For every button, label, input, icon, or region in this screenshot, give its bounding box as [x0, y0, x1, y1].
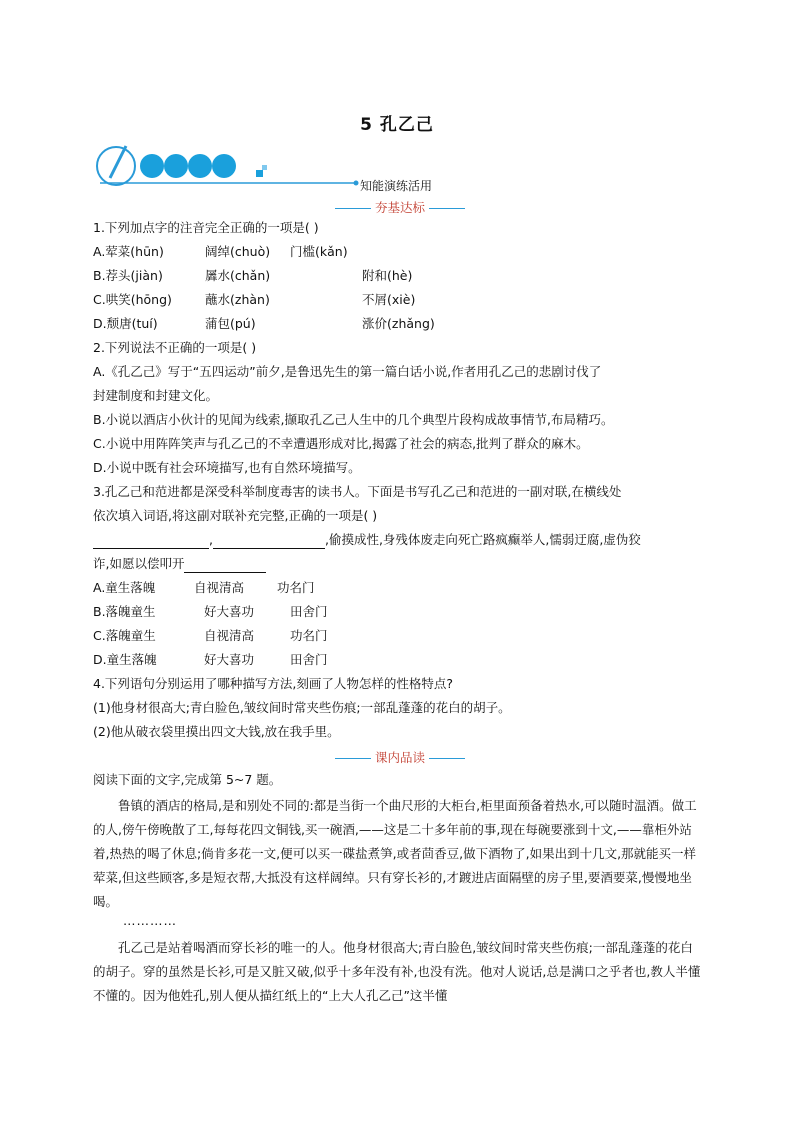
q1-option-a-3: 门槛(kǎn)	[290, 244, 348, 259]
question-3-stem: 3.孔乙己和范进都是深受科举制度毒害的读书人。下面是书写孔乙己和范进的一副对联,在横线处	[93, 484, 622, 499]
answer-blank[interactable]	[213, 534, 325, 549]
question-4-stem: 4.下列语句分别运用了哪种描写方法,刻画了人物怎样的性格特点?	[93, 676, 454, 691]
question-1-stem: 1.下列加点字的注音完全正确的一项是( )	[93, 220, 319, 235]
q3-option-a-2: 自视清高	[194, 580, 245, 595]
q3-option-a: A.童生落魄	[93, 580, 156, 595]
q3-option-d: D.童生落魄	[93, 652, 157, 667]
q2-option-d: D.小说中既有社会环境描写,也有自然环境描写。	[93, 460, 361, 475]
q1-option-a-2: 阔绰(chuò)	[205, 244, 271, 259]
q2-option-a: A.《孔乙己》写于“五四运动”前夕,是鲁迅先生的第一篇白话小说,作者用孔乙己的悲剧讨伐了	[93, 364, 602, 379]
q3-couplet-line-2	[93, 555, 266, 573]
q3-option-c-3: 功名门	[290, 628, 328, 643]
reading-paragraph-2: 孔乙己是站着喝酒而穿长衫的唯一的人。他身材很高大;青白脸色,皱纹间时常夹些伤痕;一部乱蓬蓬的花白的胡子。穿的虽然是长衫,可是又脏又破,似乎十多年没有补,也没有洗。他对人说话,总是满口之乎者也,教人半懂不懂的。因为他姓孔,别人便从描红纸上的“上大人孔乙己”这半懂	[93, 940, 701, 1003]
banner-dot	[212, 154, 236, 178]
q3-option-b: B.落魄童生	[93, 604, 156, 619]
ellipsis: …………	[123, 913, 177, 928]
answer-blank[interactable]	[93, 534, 209, 549]
q3-option-d-2: 好大喜功	[204, 652, 255, 667]
banner-square	[256, 170, 263, 177]
reading-paragraph-1: 鲁镇的酒店的格局,是和别处不同的:都是当街一个曲尺形的大柜台,柜里面预备着热水,可以随时温酒。做工的人,傍午傍晚散了工,每每花四文铜钱,买一碗酒,——这是二十多年前的事,现在每碗要涨到十文,——靠柜外站着,热热的喝了休息;倘肯多花一文,便可以买一碟盐煮笋,或者茴香豆,做下酒物了,如果出到十几文,那就能买一样荤菜,但这些顾客,多是短衣帮,大抵没有这样阔绰。只有穿长衫的,才踱进店面隔壁的房子里,要酒要菜,慢慢地坐喝。	[93, 798, 697, 909]
q3-option-b-2: 好大喜功	[204, 604, 255, 619]
banner-dot	[188, 154, 212, 178]
q1-option-b-2: 羼水(chǎn)	[205, 268, 271, 283]
couplet-text: 诈,如愿以偿叩开	[93, 556, 185, 571]
q1-option-a: A.荤菜(hūn)	[93, 244, 164, 259]
q1-option-c: C.哄笑(hōng)	[93, 292, 172, 307]
q2-option-b: B.小说以酒店小伙计的见闻为线索,撷取孔乙己人生中的几个典型片段构成故事情节,布局精巧。	[93, 412, 614, 427]
q3-option-c: C.落魄童生	[93, 628, 156, 643]
couplet-text: ,偷摸成性,身残体废走向死亡路疯癫举人,懦弱迂腐,虚伪狡	[324, 532, 641, 547]
q1-option-d-2: 蒲包(pú)	[205, 316, 256, 331]
q3-option-a-3: 功名门	[277, 580, 315, 595]
question-2-stem: 2.下列说法不正确的一项是( )	[93, 340, 257, 355]
banner-dot	[164, 154, 188, 178]
section-header-reading	[300, 748, 500, 766]
q3-option-d-3: 田舍门	[290, 652, 328, 667]
q1-option-b-3: 附和(hè)	[362, 268, 413, 283]
q4-sentence-2: (2)他从破衣袋里摸出四文大钱,放在我手里。	[93, 724, 340, 739]
q1-option-b: B.荐头(jiàn)	[93, 268, 163, 283]
q2-option-a-cont: 封建制度和封建文化。	[93, 388, 219, 403]
q3-couplet-line-1: , ,偷摸成性,身残体废走向死亡路疯癫举人,懦弱迂腐,虚伪狡	[93, 531, 641, 549]
banner-dot	[140, 154, 164, 178]
q1-option-d-3: 涨价(zhǎng)	[362, 316, 435, 331]
answer-blank[interactable]	[184, 558, 266, 573]
banner-label: 知能演练活用	[360, 179, 433, 193]
section-title: 课内品读	[374, 750, 425, 765]
q4-sentence-1: (1)他身材很高大;青白脸色,皱纹间时常夹些伤痕;一部乱蓬蓬的花白的胡子。	[93, 700, 511, 715]
page-title: 5 孔乙己	[360, 115, 434, 135]
reading-instruction: 阅读下面的文字,完成第 5~7 题。	[93, 772, 282, 787]
section-title: 夯基达标	[374, 200, 425, 215]
q1-option-c-2: 蘸水(zhàn)	[205, 292, 270, 307]
q2-option-c: C.小说中用阵阵笑声与孔乙己的不幸遭遇形成对比,揭露了社会的病态,批判了群众的麻木。	[93, 436, 589, 451]
q3-option-c-2: 自视清高	[204, 628, 255, 643]
q1-option-d: D.颓唐(tuí)	[93, 316, 158, 331]
question-3-stem-cont: 依次填入词语,将这副对联补充完整,正确的一项是( )	[93, 508, 378, 523]
brush-icon	[110, 146, 126, 178]
banner-square	[262, 165, 267, 170]
q3-option-b-3: 田舍门	[290, 604, 328, 619]
q1-option-c-3: 不屑(xiè)	[362, 292, 416, 307]
section-header-basic	[300, 198, 500, 216]
